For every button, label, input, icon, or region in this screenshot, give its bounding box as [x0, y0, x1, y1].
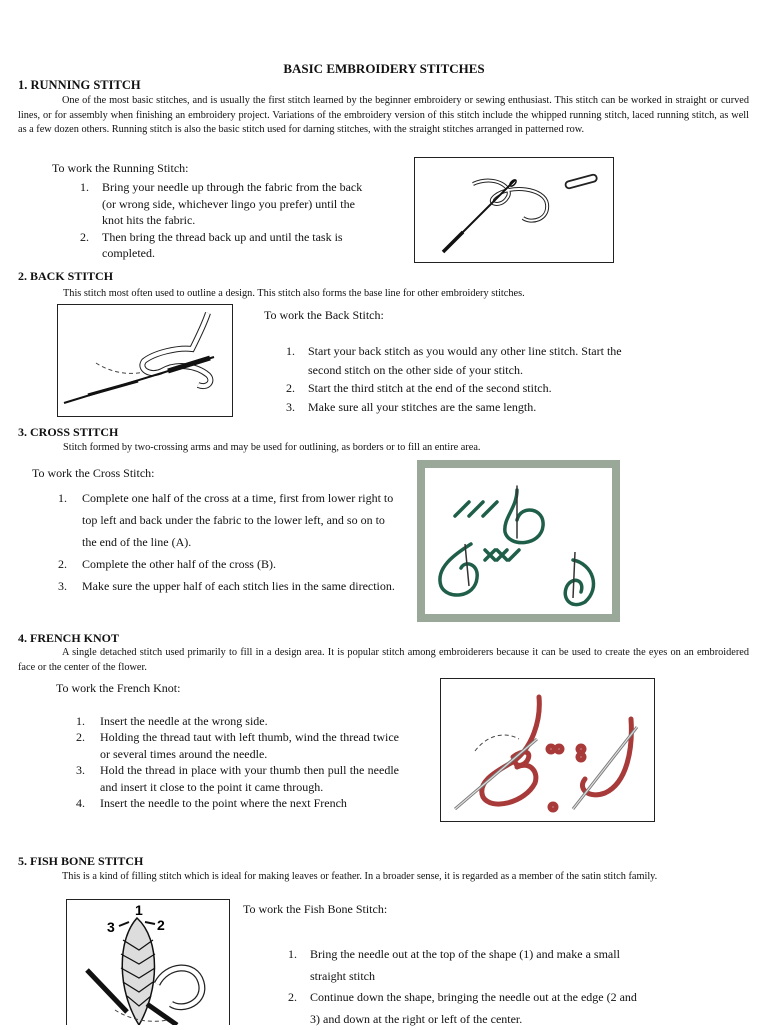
step-item: 2. Holding the thread taut with left thumb, wind the thread twice or several times around the needle. — [76, 730, 399, 761]
step-item: 2. Continue down the shape, bringing the needle out at the edge (2 and 3) and down at the right or left of the center. — [288, 990, 637, 1026]
fish-bone-stitch-steps — [288, 944, 638, 1030]
french-knot-intro: To work the French Knot: — [56, 681, 181, 695]
step-item: 1. Insert the needle at the wrong side. — [76, 714, 268, 728]
step-item: 3. Make sure the upper half of each stitch lies in the same direction. — [58, 579, 395, 593]
running-stitch-description: One of the most basic stitches, and is usually the first stitch learned by the beginner embroidery or sewing enthusiast. This stitch can be worked in straight or curved lines, or for assembly when finishing an embroidery project. Variations of the embroidery version of this stitch include the whipped running stitch, laced running stitch, as well as a few dozen others. Running stitch is also the basic stitch used for darning stitches, with the straight stitches arranged in patterned row. — [18, 95, 749, 136]
fig-label-2: 2 — [157, 917, 165, 933]
back-stitch-intro: To work the Back Stitch: — [264, 308, 384, 322]
cross-stitch-heading: 3. CROSS STITCH — [18, 425, 119, 439]
fig-label-3: 3 — [107, 919, 115, 935]
step-item: 2. Complete the other half of the cross (B). — [58, 557, 276, 571]
running-stitch-steps — [80, 179, 376, 262]
back-stitch-heading: 2. BACK STITCH — [18, 269, 114, 283]
fig-label-1: 1 — [135, 902, 143, 918]
fish-bone-stitch-description: This is a kind of filling stitch which is ideal for making leaves or feather. In a broader sense, it is regarded as a member of the satin stitch family. — [62, 871, 658, 882]
cross-stitch-illustration — [417, 460, 620, 622]
back-stitch-description: This stitch most often used to outline a design. This stitch also forms the base line for other embroidery stitches. — [63, 288, 525, 299]
running-stitch-illustration — [414, 157, 614, 263]
step-item: 3. Make sure all your stitches are the same length. — [286, 399, 537, 414]
back-stitch-steps — [286, 342, 636, 416]
fish-bone-illustration — [66, 899, 230, 1025]
step-item: 1. Bring your needle up through the fabric from the back (or wrong side, whichever lingo you prefer) until the knot hits the fabric. — [80, 180, 363, 227]
fish-bone-stitch-heading: 5. FISH BONE STITCH — [18, 854, 144, 868]
step-item: 1. Bring the needle out at the top of the shape (1) and make a small straight stitch — [288, 947, 620, 983]
step-item: 4. Insert the needle to the point where the next French — [76, 796, 347, 811]
french-knot-steps — [76, 713, 399, 811]
fish-bone-stitch-intro: To work the Fish Bone Stitch: — [243, 902, 388, 916]
running-stitch-heading: 1. RUNNING STITCH — [18, 78, 141, 92]
french-knot-illustration — [440, 678, 655, 822]
step-item: 2. Start the third stitch at the end of the second stitch. — [286, 381, 552, 395]
french-knot-description: A single detached stitch used primarily to fill in a design area. It is popular stitch among embroiderers because it can be used to create the eyes on an embroidered face or the center of the flower. — [18, 647, 749, 673]
cross-stitch-intro: To work the Cross Stitch: — [32, 466, 155, 480]
step-item: 2. Then bring the thread back up and until the task is completed. — [80, 229, 343, 260]
back-stitch-illustration — [57, 304, 233, 417]
step-item: 3. Hold the thread in place with your thumb then pull the needle and insert it close to the point it came through. — [76, 763, 399, 794]
cross-stitch-description: Stitch formed by two-crossing arms and may be used for outlining, as borders or to fill an entire area. — [63, 442, 481, 453]
step-item: 1. Complete one half of the cross at a time, first from lower right to top left and back under the fabric to the lower left, and so on to the end of the line (A). — [58, 491, 394, 549]
french-knot-heading: 4. FRENCH KNOT — [18, 631, 120, 645]
running-stitch-intro: To work the Running Stitch: — [52, 161, 189, 175]
step-item: 1. Start your back stitch as you would any other line stitch. Start the second stitch on the other side of your stitch. — [286, 344, 622, 377]
cross-stitch-steps — [58, 487, 400, 597]
page-title: BASIC EMBROIDERY STITCHES — [283, 61, 485, 76]
